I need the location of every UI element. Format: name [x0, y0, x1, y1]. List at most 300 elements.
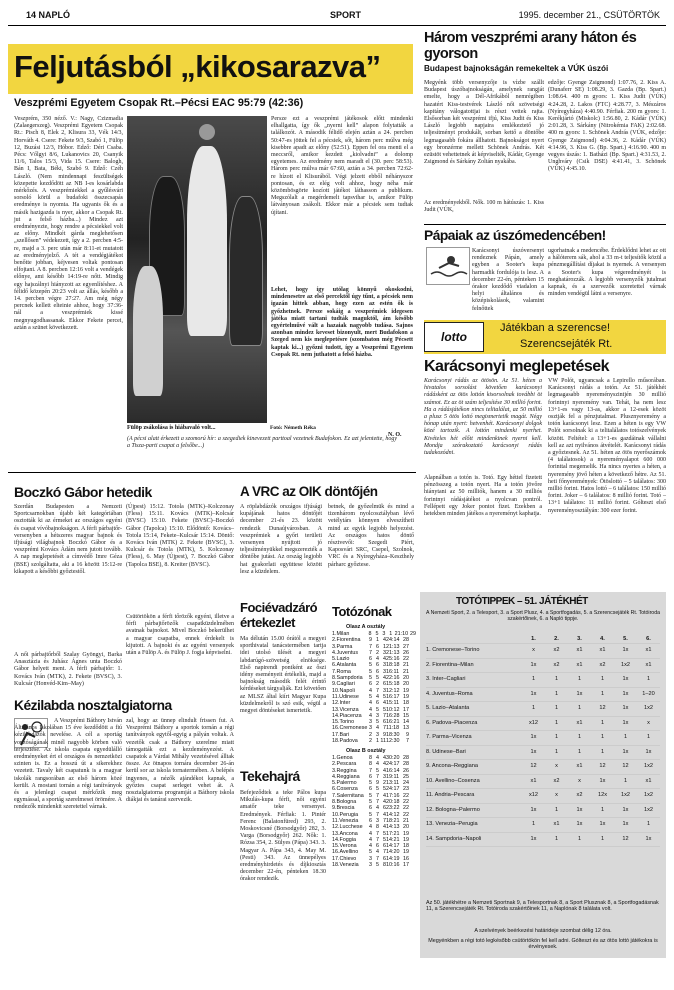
tototippek-footer1: Az 50. játékhétre a Nemzeti Sportnak 9, a Telesportnak 8, a Sport Plusznak 8, a Sportfogadásnak 11, a Szerencsejáték Rt. Totóiroda szakértőinek 11, a Naplónak 8 találata volt. [426, 900, 659, 913]
tip-cell: 12 [599, 763, 606, 769]
team-name: 1.Milan [332, 631, 350, 637]
team-name: 6.Cosenza [332, 786, 358, 793]
karacsonyi-headline: Karácsonyi meglepetések [424, 358, 610, 375]
standings-cell: 1 [376, 738, 379, 745]
standings-cell: 5 [376, 719, 379, 726]
tip-cell: 12x [597, 792, 608, 798]
team-name: 2.Pescara [332, 761, 357, 768]
tip-cell: 1 [577, 676, 582, 682]
tip-cell: 1x [599, 777, 606, 784]
tip-cell: 1 [600, 719, 605, 726]
swimmer-icon [426, 247, 470, 285]
tip-cell: 1 [531, 821, 536, 827]
standings-cell: 2 [369, 731, 372, 738]
standings-cell: 16:21 [386, 719, 400, 726]
team-name: 15.Verona [332, 843, 357, 850]
tototippek-row [426, 673, 660, 688]
standings-cell: 30:20 [386, 755, 400, 761]
standings-cell: 3 [369, 862, 372, 869]
standings-cell: 6 [383, 681, 386, 688]
standings-cell: 20 [403, 824, 409, 831]
standings-cell: 22 [403, 656, 409, 663]
karacsonyi-col1: Karácsonyi rádás az ötösön. Az 51. héten a hivatalos sorsolást követően karácsonyi rádásként az ötös lottón kisorsolnak további öt számot. Ez az öt szám teljesítése 30 millió forint. Ha a rádásjátékon nincs telitalálat, az 50 millió a plusz 5 ötös lottó megismertetik magát. Négy hónap után nyert: hetvenhét. Karácsonyi dolgok közé tartozik. A lottón mindenki nyerhet. Kivételes hét előtt mindenkinek nyerni kell. Mondja szórakoztató karácsonyi rádás tudakozódni. [424, 378, 542, 457]
standings-cell: 4 [369, 700, 372, 707]
standings-cell: 13 [403, 725, 409, 732]
standings-cell: 12:12 [386, 687, 400, 694]
standings-cell: 5 [383, 830, 386, 837]
page-header [8, 8, 666, 26]
tip-cell: 1x2 [620, 792, 631, 798]
standings-cell: 6 [376, 700, 379, 707]
kezilabda-headline: Kézilabda nosztalgiatorna [14, 698, 172, 713]
swim-col2: edzője: Gyenge Zsigmond) 1:07.76, 2. Kiss A. (Dunaferr SE) 1:08.29, 3. Gazda (Bp. Spart.) 1:08.64. 400 m gyors: 1. Kiss Judit (VÚK) 4:24.28, 2. Lakos (FTC) 4:28.77, 3. Mészáros (Nyíregyháza) 4:40.90. Férfiak. 200 m gyors: 1. Kerékjártó (Miskolc) 1:56.80, 2. Kádár (VÚK) 2:01.28, 3. Sárkány (Nitrokémia FAK) 2:02.68. 400 m gyors: 1. Schönek András (VÚK, edzője: Gyenge Zsigmond) 4:04.36, 2. Kádár (VÚK) 4:14.96, 3. Kiss G. (Bp. Spart.) 4:16.90. 400 m vegyes úszás: 1. Batházi (Bp. Spart.) 4:31.53, 2. Unghváry (Csik DSE) 4:41.41, 3. Schönek (VÚK) 4:45.10. [548, 80, 666, 173]
standings-cell: 20 [403, 681, 409, 688]
standings-cell: 4 [383, 637, 386, 644]
standings-cell: 13:11 [386, 780, 400, 787]
tip-cell: 1x [622, 705, 629, 711]
boczko-headline: Boczkó Gábor hetedik [14, 484, 152, 500]
standings-cell: 7 [376, 811, 379, 818]
standings-cell: 4 [369, 824, 372, 831]
standings-cell: 22 [403, 792, 409, 799]
standings-cell: 21:13 [386, 643, 400, 650]
standings-cell: 6 [369, 681, 372, 688]
standings-row [332, 862, 416, 868]
boczko-col1: Szerdán Budapesten a Nemzeti Sportcsarnokban újabb két kategóriában osztották ki az érmeket az országos egyéni és csapat vívóbajnokságon. A férfi párbajtőr-versenyben a hétszeres magyar bajnok és ifjúsági világbajnok Boczkó Gábor és a veszprémi Kovács Ádám nem jutott tovább. A nap meglepetését a címvédő Imre Géza (BSE) szolgáltatta, aki a 16 között 15:12-re kikapott a későbbi győztestől. [14, 504, 122, 575]
lotto-logo: lotto [424, 322, 484, 352]
standings-cell: 6 [383, 719, 386, 726]
standings-cell: 24:14 [386, 637, 400, 644]
standings-cell: 4 [376, 725, 379, 732]
standings-cell: 5 [383, 693, 386, 700]
standings-cell: 3 [369, 725, 372, 732]
standings-table-b [332, 755, 416, 868]
standings-cell: 10:12 [386, 706, 400, 713]
tip-cell: 1x [622, 647, 629, 653]
standings-cell: 6 [369, 773, 372, 780]
standings-cell: 11 [380, 738, 386, 745]
standings-cell: 5 [383, 786, 386, 793]
standings-cell: 14:19 [386, 855, 400, 862]
tip-cell: 1 [600, 806, 605, 813]
tip-cell: 1x [530, 690, 537, 697]
boczko-col1b: A női párbajtőrből Szalay Gyöngyi, Barka Anasztázia és Juhász Ágnes unta Boczkó Gábor helyett ment. A férfi párbajtőr: 1. Kovács Iván (MTK), 2. Fekete (BVSC), 3. Kulcsár (Honvéd-Kim–May) [14, 652, 122, 687]
match-name: 2. Fiorentina–Milan [426, 661, 474, 668]
main-italic-note: (A pécsi alatt érkezett a szomorú hír: a szegediek kinevezett parttoal vezetnek Budafokon. Ez azt jelentette, hogy a Tisza-parti csapat a felsőbe...) [127, 436, 397, 450]
tototippek-row [426, 717, 660, 732]
photo-caption: Fülöp zsákolása is hiábavaló volt... [127, 425, 216, 431]
standings-cell: 4 [383, 675, 386, 682]
tip-cell: 1x [622, 806, 629, 813]
tototippek-row [426, 731, 660, 746]
standings-cell: 16:14 [386, 767, 400, 774]
standings-cell: 2 [376, 681, 379, 688]
tip-cell: x [532, 647, 535, 653]
match-name: 11. Andria–Pescara [426, 792, 475, 798]
boczko-col2b: Csütörtökön a férfi tőrözők egyéni, illetve a férfi párbajtőrözők csapatküzdelmében avatnak bajnokot. Mivel Boczkó bekerülhet a magyar csapatba, ennek érdekelt is kijutott. A bajnoki és az egyéni versenyek után a Fülöp A. és Fülöp J. fogja képviselni. [126, 614, 234, 657]
tip-cell: 1x [599, 821, 606, 827]
standings-cell: 5 [369, 668, 372, 675]
standings-cell: 3 [376, 731, 379, 738]
standings-cell: 3 [376, 712, 379, 719]
standings-cell: 24 [403, 780, 409, 787]
standings-cell: 22:16 [386, 675, 400, 682]
tip-cell: 1x [622, 676, 629, 682]
standings-cell: 3 [383, 687, 386, 694]
team-name: 18.Venezia [332, 862, 359, 869]
standings-cell: 9 [369, 637, 372, 644]
papaiak-col2: ugorhatnak a medencébe. Érdeklődni lehet az ott a hálóterem sák, ahol a 33 m-t teljesítők közül a pénzmegállítási díjakat is nyernek. A versenyen a Sooter's kupa végeredményét is meghatározzák. A legjobb versenyzők jutalmat kapnak, és a szervezők szeretettel várnak minden vendégül látni a versenyre. [548, 248, 666, 298]
match-name: 4. Juventus–Roma [426, 690, 473, 697]
team-name: 8.Bologna [332, 799, 357, 806]
standings-cell: 7 [376, 830, 379, 837]
kezilabda-col1: A Veszprémi Báthory István Általános Iskolában 15 éve kezdődött a fiú kézilabdázók nevelése. A cél a sportág vonzóságának minél nagyobb körben való terjesztése. Az iskola csapata egyedülálló eredményeket ért el országos és nemzetközi szinten is. Ez a hosszú út a sikerekhez vezetett. Tavaly két csapatunk is a magyar iskolák rangsorában az első három közé került. A mostani tornán a régi tanítványok és a jelenlegi csapat mérkőzik meg egymással, a sportág szerelmesei örömére. A rendezők mindenkit szeretettel várnak. [14, 718, 122, 811]
standings-cell: 3 [382, 631, 386, 637]
standings-cell: 4 [383, 656, 386, 663]
standings-b-label: Olasz B osztály [346, 748, 386, 754]
standings-cell: 3 [383, 649, 386, 656]
vrc-headline: A VRC az OIK döntőjén [240, 484, 378, 499]
standings-cell: 7 [376, 773, 379, 780]
standings-cell: 1 [389, 631, 393, 637]
swim-headline: Három veszprémi arany háton és gyorson [424, 30, 637, 62]
standings-cell: 8 [369, 761, 372, 768]
tip-cell: x [647, 719, 650, 726]
tip-cell: x1 [576, 647, 583, 653]
standings-cell: 4 [376, 849, 379, 856]
standings-cell: 6 [383, 843, 386, 850]
standings-cell: 3 [376, 817, 379, 824]
teke-body: Befejeződtek a teke Pálos kupa Mikulás-kupa férfi, női egyéni amatőr teke versenyei. Eredmények. Férfiak: 1. Pintér Ferenc (Balatonfüred) 293, 2. Moskovicsné (Borsodgyőr) 282, 3. Varga (Borsodgyőr) 262. Nők: 1. Rózsa 354, 2. Sülyes (Pápa) 343. 3. Magyar A. Pápa 343, 4. May M. (Pesti) 343. Az ünnepélyes eredményhirdetés és díjkiosztás december 22-én, pénteken 18.30 órakor rendezik. [240, 790, 326, 883]
tip-cell: 1x [576, 806, 583, 813]
team-name: 16.Avellino [332, 849, 359, 856]
standings-cell: 17 [403, 862, 409, 869]
standings-cell: 6 [369, 805, 372, 812]
team-name: 12.Lucchese [332, 824, 363, 831]
standings-cell: 14:13 [386, 824, 400, 831]
standings-cell: 5 [376, 706, 379, 713]
standings-cell: 7 [383, 817, 386, 824]
foci-headline: Fociévadzáró értekezlet [240, 600, 318, 630]
match-name: 1. Cremonese–Torino [426, 647, 480, 653]
tototippek-column-header: 5. [623, 636, 628, 642]
tip-cell: 1 [554, 806, 559, 813]
tip-cell: 12 [622, 835, 629, 842]
team-name: 14.Piacenza [332, 712, 362, 719]
team-name: 5.Palermo [332, 780, 357, 787]
standings-cell: 5 [369, 675, 372, 682]
standings-cell: 4 [369, 712, 372, 719]
standings-cell: 4 [383, 792, 386, 799]
team-name: 18.Padova [332, 738, 358, 745]
boczko-col2: (Újpest) 15:12. Totola (MTK)–Kolczonay (Fless) 15:11. Kovács (MTK)–Kolcsár (BVSC) 15:10. Fekete (BVSC)–Boczkó Gábor (Tapolca) 15:10. Elődöntő: Kovács–Totola 15:14, Fekete–Kulcsár 15:14. Döntő: Kovács Iván (MTK) 2. Fekete (BVSC), 3. Kulcsár és Totola (MTK), 5. Kolczonay (Fless), 6. May (Újpest), 7. Boczkó Gábor (Tapolca BSE), 8. Kreiter (BVSC). [126, 504, 234, 568]
tip-cell: 1x2 [643, 763, 654, 769]
standings-cell: 24:17 [386, 761, 400, 768]
standings-cell: 18 [403, 700, 409, 707]
tip-cell: 1x [530, 806, 537, 813]
tip-cell: 1 [554, 705, 559, 711]
standings-cell: 1 [376, 637, 379, 644]
team-name: 3.Reggina [332, 767, 357, 774]
team-name: 16.Cremonese [332, 725, 368, 732]
standings-cell: 5 [369, 811, 372, 818]
match-name: 9. Ancona–Reggiana [426, 763, 478, 769]
standings-cell: 6 [383, 855, 386, 862]
team-name: 9.Brescia [332, 805, 355, 812]
standings-cell: 7 [383, 725, 386, 732]
tototippek-row [426, 833, 660, 848]
tip-cell: 1 [646, 676, 651, 682]
tototippek-table [426, 636, 660, 847]
standings-cell: 4 [369, 843, 372, 850]
tototippek-row [426, 775, 660, 790]
standings-cell: 26 [403, 767, 409, 774]
standings-cell: 7 [376, 792, 379, 799]
standings-cell: 8 [376, 824, 379, 831]
tip-cell: 1x [622, 748, 629, 755]
standings-cell: 19 [403, 830, 409, 837]
match-name: 10. Avellino–Cosenza [426, 777, 480, 784]
tip-cell: x1 [553, 821, 560, 827]
tip-cell: x2 [553, 661, 560, 668]
tip-cell: x2 [553, 777, 560, 784]
photo-credit: Fotó: Németh Réka [270, 425, 316, 431]
tip-cell: 1 [600, 676, 605, 682]
standings-cell: 24:17 [386, 786, 400, 793]
standings-cell: 7 [383, 712, 386, 719]
team-name: 17.Chievo [332, 855, 357, 862]
standings-cell: 23:22 [386, 805, 400, 812]
standings-cell: 17 [403, 706, 409, 713]
tip-cell: 1 [600, 734, 605, 740]
team-name: 17.Bari [332, 731, 350, 738]
tototippek-column-header: 1. [531, 636, 536, 642]
tototippek-row [426, 688, 660, 703]
team-name: 1.Genoa [332, 755, 353, 761]
standings-cell: 4 [383, 824, 386, 831]
tototippek-footer3: Megyénkben a régi totó legkésőbb csütörtökön fel kell adni. Gólteszt és az ötös lottó játékokra is érvényesek. [428, 938, 658, 951]
standings-cell: 4 [376, 805, 379, 812]
standings-cell: 4 [383, 799, 386, 806]
standings-cell: 14:17 [386, 843, 400, 850]
standings-cell: 19 [403, 836, 409, 843]
standings-cell: 4 [376, 656, 379, 663]
match-name: 6. Padova–Piacenza [426, 719, 478, 726]
standings-cell: 22 [403, 811, 409, 818]
tip-cell: x2 [599, 661, 606, 668]
tip-cell: 12 [530, 763, 537, 769]
standings-cell: 3 [369, 855, 372, 862]
tip-cell: 1 [623, 734, 628, 740]
standings-cell: 5 [376, 675, 379, 682]
standings-cell: 3 [369, 719, 372, 726]
team-name: 2.Fiorentina [332, 637, 361, 644]
standings-cell: 21:10 [394, 631, 409, 637]
standings-cell: 5 [383, 836, 386, 843]
basketball-photo [127, 116, 267, 423]
tip-cell: x [578, 777, 581, 784]
karacsonyi-col1b: Alapnálban a totón is. Totó. Egy héttel fizetett pénzösszeg a totón nyert. Ha a totón jövőre hiánytani az 50 milliók, hanem a 30 milliós forintnyi rádásjátékot a nyolcvan pontról. Fellépett egy Joker pontot fizet. Ezekben a hetekben minden játékos a nyereményt kaphatja. [424, 475, 542, 518]
tip-cell: x [555, 763, 558, 769]
tototippek-row [426, 746, 660, 761]
standings-cell: 19 [403, 693, 409, 700]
karacsonyi-col2: VW Polót, ugyancsak a Lepirello műsorában. Karácsonyi rádás a totón. Az 51. játékhét legmagasabb nyereményszintjén 30 millió forintnyi nyeremény van. Tehát, ha nem lesz 13+1-es vagy 13-as, akkor a 12-esek közöt osztják fel a pénzjutalmat. Plusznyeremény a totón karácsonyi lesz. Ezen a héten is egy VW Polót sorsolnak ki a telitalálatos totószelvények között. Feltétel: a 13+1-es gazdáinak vállalni kell az azt nyilvános átvételét. Karácsonyi rádás a győztesnek. Az 51. héten az ötös nyerőszámok (4 találatosok) a nyereményalapot 600 000 forinttal megemelik. Ha nincs nyertes a héten, a nyeremény jövő héten a következő hétre. Az 51. heti főnyeremények: Ötöslottó – 5 találatos: 300 millió forint. Hatos lottó – 6 találatos: 150 millió forint. Joker – 6 találatos: 8 millió forint. Totó – 13+1 találatos: 11 millió forint. Gólteszt első nyereményosztályán: 300 ezer forint. [548, 378, 666, 514]
tototippek-row [426, 818, 660, 833]
standings-cell: 14:12 [386, 811, 400, 818]
tip-cell: 1x [576, 821, 583, 827]
tip-cell: x1 [576, 661, 583, 668]
main-article-col1: Veszprém, 350 néző. V.: Nagy, Czizmadia (Zalaegerszeg). Veszprémi Egyetem Csopak Rt.: Pisch 8, Elek 2, Klisura 33, Vék 14/3, Horváth 4. Csere: Fekete 9/3, Szabó 1, Fülöp 12, Buzási 12/3, Hóbor. Edző: Déri Csaba. Pécs: Vőlgyi 8/6, Lukanovics 20, Csanyik 11/6, Talos 15/3, Vida 15. Csere: Balogh, Bán I, Bata, Béki, Szabó 9. Edző: Czéh László. (Nem mindennapi feszültségek közepette kezdődött az NB I-es kosárlabda mérkőzés. A veszprémiekkel a gyűlésvári sorsoló körül a budafoki összecsapás eredménye is nyomta. Ha ugyanis ők és a másik hazigazda is nyer, akkor a Csopak Rt. jut a felső házba...) Mindez azt eredményezte, hogy rendre a pécsiekkel volt az előny. Mindkét gárda meglehetősen „szellősen” védekezett, így a 2. percben 4:5-re, majd a 3. perc után már 8:11-et mutatott az eredményjelző. A tét a vendégjátékot benőtte jobban, kéjvesen voltak pontosan elfojtani. A 8. percben 12:16 volt a vendégek előnye, ami később 14:19-re nőtt. Mindig egy hajszálnyi hiányzott az egyenlítéshez. A félidő közepén 20:23 volt az állás, később a 14. percben végre 27:27. Am még négy percnek kellett elteinie ahhoz, hogy 37:36-nál a veszprémiek kissé megnyugodhassanak. Ekkor Fekete percei, aztán a szünet következett. [14, 116, 123, 331]
tip-cell: 1x [530, 661, 537, 668]
team-name: 6.Atalanta [332, 662, 357, 669]
match-name: 8. Udinese–Bari [426, 748, 466, 755]
tip-cell: 1x [530, 835, 537, 842]
standings-row [332, 738, 416, 744]
standings-cell: 8 [383, 862, 386, 869]
standings-cell: 4 [376, 693, 379, 700]
tip-cell: 1 [554, 676, 559, 682]
tip-cell: 1 [531, 676, 536, 682]
tip-cell: 1–20 [642, 690, 655, 697]
tip-cell: x1 [576, 719, 583, 726]
tototippek-row [426, 804, 660, 819]
team-name: 3.Parma [332, 643, 353, 650]
standings-cell: 9 [376, 780, 379, 787]
tip-cell: 1 [577, 705, 582, 711]
standings-cell: 6 [376, 662, 379, 669]
standings-cell: 19:11 [386, 773, 400, 780]
tip-cell: x1 [599, 647, 606, 653]
standings-cell: 7 [376, 855, 379, 862]
team-name: 13.Ancona [332, 830, 358, 837]
standings-cell: 5 [376, 786, 379, 793]
standings-cell: 7 [406, 738, 409, 745]
standings-a-label: Olasz A osztály [346, 624, 386, 630]
standings-cell: 18:18 [386, 662, 400, 669]
team-name: 13.Vicenza [332, 706, 359, 713]
standings-cell: 12:30 [386, 738, 400, 745]
tip-cell: x1 [645, 777, 652, 784]
standings-cell: 7 [369, 767, 372, 774]
standings-cell: 19 [403, 687, 409, 694]
tip-cell: 1x [645, 835, 652, 842]
standings-cell: 21 [403, 668, 409, 675]
standings-cell: 4 [383, 767, 386, 774]
standings-cell: 5 [375, 631, 379, 637]
tototippek-intro: A Nemzeti Sport, 2. a Telesport, 3. a Sport Plusz, 4. a Sportfogadás, 5. a Szerencsejáték Rt. Totóiroda szakértőinek, 6. a Napló tippje. [426, 610, 660, 623]
standings-cell: 20:18 [386, 799, 400, 806]
standings-cell: 7 [369, 643, 372, 650]
tip-cell: 1 [554, 835, 559, 842]
standings-cell: 14 [403, 719, 409, 726]
tip-cell: 1 [554, 719, 559, 726]
team-name: 12.Inter [332, 700, 351, 707]
standings-cell: 16 [403, 855, 409, 862]
swim-col1: Megyénk több versenyzője is vízbe szállt Budapest úszóbajnokságán, amelynek rangját emelte, hogy a Dél-Afrikából nemrégiben hazatért Kiss-testvérek László női szövetségi kapitány válogatottjai is részt vettek rajta. Elsősorban két veszprémi ifjú, Kiss Judit és Kiss László legjobb napjaira emlékeztető jó teljesítményt produkált, sorban kettő a döntőbe legmagasabb fokára állhatott. Bajnokságot nyert egy bronzérme mellett Schönek András. Két ezüstöt vehettetnek át képviselték, Kádár, Gyenge Zsigmond és Sárkány Zoltán nyakába. [424, 80, 544, 166]
standings-cell: 11:18 [386, 725, 400, 732]
match-name: 14. Sampdoria–Napoli [426, 835, 482, 842]
tip-cell: x1 [645, 647, 652, 653]
team-name: 15.Torino [332, 719, 355, 726]
standings-cell: 29 [410, 631, 417, 637]
tip-cell: 1x [622, 821, 629, 827]
standings-cell: 4 [383, 811, 386, 818]
tip-cell: 1 [646, 821, 651, 827]
tip-cell: 1x [530, 734, 537, 740]
divider [8, 472, 416, 473]
tip-cell: 12 [599, 705, 606, 711]
article-signature: N. O. [388, 432, 402, 438]
main-headline: Feljutásból „kikosarazva” [14, 49, 381, 84]
totozonak-headline: Totózónak [332, 604, 392, 619]
standings-cell: 5 [376, 862, 379, 869]
standings-cell: 4 [369, 830, 372, 837]
tip-cell: 1x2 [643, 705, 654, 711]
tototippek-row [426, 659, 660, 674]
tip-cell: 1 [577, 734, 582, 740]
team-name: 14.Foggia [332, 836, 356, 843]
tip-cell: 1x [622, 690, 629, 697]
tip-cell: 1 [554, 690, 559, 697]
standings-cell: 27 [403, 643, 409, 650]
tip-cell: 1x2 [643, 792, 654, 798]
standings-cell: 10:16 [386, 862, 400, 869]
standings-cell: 22 [403, 799, 409, 806]
standings-cell: 6 [369, 817, 372, 824]
tip-cell: 1 [554, 734, 559, 740]
papaiak-col1b [424, 286, 544, 302]
tototippek-row [426, 702, 660, 717]
standings-cell: 6 [383, 805, 386, 812]
match-name: 7. Parma–Vicenza [426, 734, 472, 740]
standings-cell: 21:13 [386, 649, 400, 656]
tototippek-header-row [426, 636, 660, 644]
standings-cell: 9 [383, 731, 386, 738]
standings-cell: 4 [383, 700, 386, 707]
standings-cell: 2 [376, 649, 379, 656]
standings-cell: 28 [403, 755, 409, 761]
team-name: 5.Lazio [332, 656, 350, 663]
match-name: 5. Lazio–Atalanta [426, 705, 470, 711]
issue-date: 1995. december 21., CSÜTÖRTÖK [518, 10, 660, 20]
standings-cell: 1 [383, 643, 386, 650]
standings-cell: 28 [403, 761, 409, 768]
team-name: 9.Cagliari [332, 681, 355, 688]
standings-cell: 23 [403, 786, 409, 793]
tip-cell: 12 [622, 763, 629, 769]
standings-cell: 17:21 [386, 830, 400, 837]
standings-cell: 3 [383, 773, 386, 780]
tip-cell: 1x2 [643, 806, 654, 813]
tip-cell: x12 [528, 792, 539, 798]
standings-cell: 5 [369, 849, 372, 856]
standings-cell: 4 [376, 761, 379, 768]
vrc-col2: betnek, de győzelmük és mind a tizenhárom nyolcosztályban lévő vetélytárs könnyen elveszítheti mind az egyik legjobb helyezést. Az országos hatos döntő résztvevői: Szegedi Piért, Kaposvári SRC, Csepel, Szolnok, VRC és a Nyíregyháza–Keszthely párharc győztese. [328, 504, 414, 568]
tototippek-column-header: 3. [577, 636, 582, 642]
tip-cell: x12 [528, 719, 539, 726]
main-subtitle: Veszprémi Egyetem Csopak Rt.–Pécsi EAC 95:79 (42:36) [14, 97, 304, 109]
tip-cell: 1x [645, 748, 652, 755]
match-name: 3. Inter–Cagliari [426, 676, 466, 682]
main-article-col2: Persze ezt a veszprémi játékosok előtt mindenki elhallgatta, így ők „nyerni kell” alapon folytatták a találkozót. A második félidő elején aztán a 24. percben 50:47-es jöttek fel a pécsiek, sőt, három perc múlva még kisebbre apadt az előny (52:51). Eppen fel ora menti el a meccsről, amikor kezdett „kiolvadni” a dolomp egyetemes. Az eredmény nem maradt el (30. perc 58:53). Három perc múlva már 67:60, aztán a 34. percben 72:62-re hízott el Klisurából. Végi jelzett ebből néhányszor pontosan, és ez elég volt ahhoz, hogy néha már közömbösgörte kozíott játékot láthasson a publikum. Megszólalt a megérdemelt tapsvihar is, amikor Fülöp látványosan zsákolt. Ekkor már a pécsiek sem tudtak újítani. [271, 116, 413, 216]
standings-cell: 8 [368, 631, 372, 637]
tip-cell: 1 [577, 748, 582, 755]
lotto-company: Szerencsejáték Rt. [520, 338, 613, 350]
tip-cell: 1 [646, 734, 651, 740]
tip-cell: 1 [600, 748, 605, 755]
standings-cell: 19 [403, 849, 409, 856]
standings-cell: 7 [383, 849, 386, 856]
